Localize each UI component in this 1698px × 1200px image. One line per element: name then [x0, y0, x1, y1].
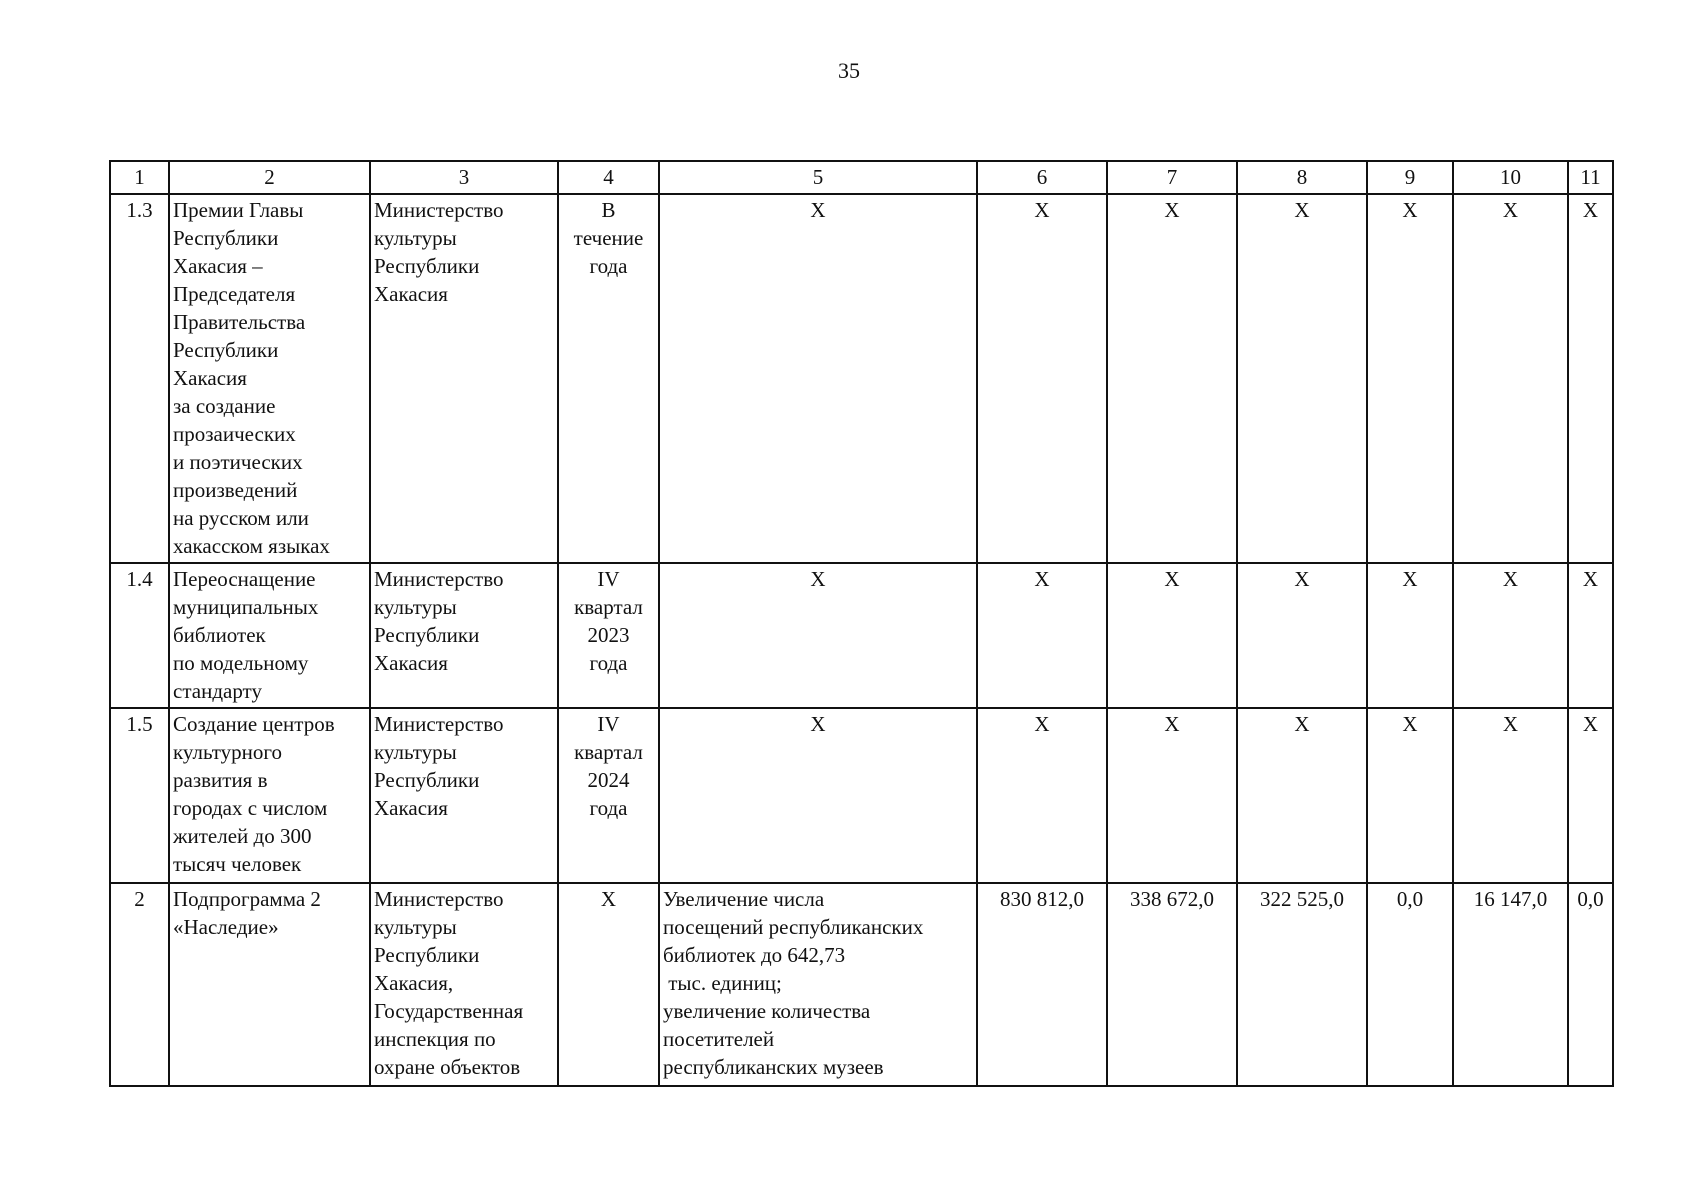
text-line: В — [601, 198, 616, 222]
expected-result — [659, 883, 977, 1086]
text-line: квартал — [574, 595, 643, 619]
text-line: Министерство — [374, 887, 504, 911]
text-line: культуры — [374, 740, 457, 764]
cell-col-7: X — [1107, 563, 1237, 708]
cell-col-9: X — [1367, 708, 1453, 883]
text-line: культуры — [374, 595, 457, 619]
executor — [370, 194, 558, 563]
col-header-6: 6 — [977, 161, 1107, 194]
cell-col-7: X — [1107, 194, 1237, 563]
text-line: Государственная — [374, 999, 524, 1023]
text-line: Хакасия — [374, 796, 448, 820]
row-number: 2 — [110, 883, 169, 1086]
cell-col-11: X — [1568, 708, 1613, 883]
text-line: IV — [597, 712, 620, 736]
text-line: Создание центров — [173, 712, 335, 736]
text-line: Республики — [173, 226, 279, 250]
col-header-2: 2 — [169, 161, 370, 194]
text-line: хакасском языках — [173, 534, 330, 558]
text-line: инспекция по — [374, 1027, 496, 1051]
cell-col-6: X — [977, 563, 1107, 708]
text-line: на русском или — [173, 506, 309, 530]
col-header-7: 7 — [1107, 161, 1237, 194]
cell-col-9: 0,0 — [1367, 883, 1453, 1086]
text-line: течение — [573, 226, 644, 250]
expected-result — [659, 563, 977, 708]
text-line: жителей до 300 — [173, 824, 312, 848]
text-line: Республики — [374, 254, 480, 278]
page-number: 35 — [838, 58, 860, 83]
table-row — [110, 194, 1613, 563]
text-line: года — [589, 796, 628, 820]
text-line: Хакасия – — [173, 254, 263, 278]
text-line: 2024 — [587, 768, 630, 792]
cell-col-6: X — [977, 194, 1107, 563]
text-line: «Наследие» — [173, 915, 279, 939]
col-header-5: 5 — [659, 161, 977, 194]
text-line: IV — [597, 567, 620, 591]
cell-col-9: X — [1367, 563, 1453, 708]
text-line: года — [589, 254, 628, 278]
text-line: библиотек до 642,73 — [663, 943, 846, 967]
executor — [370, 708, 558, 883]
cell-col-11: X — [1568, 563, 1613, 708]
col-header-1: 1 — [110, 161, 169, 194]
row-number: 1.3 — [110, 194, 169, 563]
text-line: X — [810, 712, 826, 736]
cell-col-8: X — [1237, 563, 1367, 708]
text-line: квартал — [574, 740, 643, 764]
text-line: охране объектов — [374, 1055, 521, 1079]
cell-col-7: X — [1107, 708, 1237, 883]
text-line: Хакасия, — [374, 971, 454, 995]
cell-col-10: 16 147,0 — [1453, 883, 1568, 1086]
text-line: Увеличение числа — [663, 887, 825, 911]
col-header-9: 9 — [1367, 161, 1453, 194]
text-line: Министерство — [374, 712, 504, 736]
term — [558, 563, 659, 708]
text-line: произведений — [173, 478, 298, 502]
event-name — [169, 708, 370, 883]
row-number: 1.4 — [110, 563, 169, 708]
text-line: республиканских музеев — [663, 1055, 884, 1079]
col-header-8: 8 — [1237, 161, 1367, 194]
text-line: культуры — [374, 226, 457, 250]
text-line: стандарту — [173, 679, 262, 703]
text-line: увеличение количества — [663, 999, 871, 1023]
cell-col-8: X — [1237, 194, 1367, 563]
text-line: тыс. единиц; — [663, 971, 782, 995]
cell-col-6: X — [977, 708, 1107, 883]
text-line: Хакасия — [374, 651, 448, 675]
cell-col-10: X — [1453, 708, 1568, 883]
program-table — [109, 160, 1614, 1087]
cell-col-6: 830 812,0 — [977, 883, 1107, 1086]
text-line: Переоснащение — [173, 567, 316, 591]
event-name — [169, 883, 370, 1086]
text-line: развития в — [173, 768, 268, 792]
col-header-3: 3 — [370, 161, 558, 194]
term — [558, 708, 659, 883]
expected-result — [659, 194, 977, 563]
text-line: 2023 — [587, 623, 630, 647]
text-line: Республики — [374, 623, 480, 647]
expected-result — [659, 708, 977, 883]
text-line: посетителей — [663, 1027, 775, 1051]
text-line: Хакасия — [173, 366, 247, 390]
text-line: и поэтических — [173, 450, 303, 474]
table-row — [110, 708, 1613, 883]
text-line: культурного — [173, 740, 282, 764]
col-header-10: 10 — [1453, 161, 1568, 194]
text-line: за создание — [173, 394, 276, 418]
text-line: X — [600, 887, 617, 911]
table-row — [110, 883, 1613, 1086]
text-line: года — [589, 651, 628, 675]
column-number-row — [110, 161, 1613, 194]
term — [558, 883, 659, 1086]
cell-col-11: X — [1568, 194, 1613, 563]
text-line: Хакасия — [374, 282, 448, 306]
text-line: Министерство — [374, 198, 504, 222]
col-header-11: 11 — [1568, 161, 1613, 194]
text-line: Подпрограмма 2 — [173, 887, 321, 911]
event-name — [169, 563, 370, 708]
text-line: X — [810, 198, 826, 222]
cell-col-11: 0,0 — [1568, 883, 1613, 1086]
table-row — [110, 563, 1613, 708]
text-line: Министерство — [374, 567, 504, 591]
text-line: Республики — [374, 768, 480, 792]
text-line: по модельному — [173, 651, 309, 675]
text-line: Председателя — [173, 282, 296, 306]
executor — [370, 563, 558, 708]
text-line: тысяч человек — [173, 852, 302, 876]
text-line: посещений республиканских — [663, 915, 924, 939]
text-line: Премии Главы — [173, 198, 304, 222]
term — [558, 194, 659, 563]
text-line: Республики — [374, 943, 480, 967]
row-number: 1.5 — [110, 708, 169, 883]
text-line: культуры — [374, 915, 457, 939]
text-line: Правительства — [173, 310, 306, 334]
event-name — [169, 194, 370, 563]
col-header-4: 4 — [558, 161, 659, 194]
text-line: Республики — [173, 338, 279, 362]
cell-col-9: X — [1367, 194, 1453, 563]
text-line: библиотек — [173, 623, 266, 647]
cell-col-10: X — [1453, 194, 1568, 563]
text-line: муниципальных — [173, 595, 319, 619]
text-line: X — [810, 567, 826, 591]
cell-col-8: 322 525,0 — [1237, 883, 1367, 1086]
text-line: прозаических — [173, 422, 296, 446]
cell-col-10: X — [1453, 563, 1568, 708]
cell-col-8: X — [1237, 708, 1367, 883]
text-line: городах с числом — [173, 796, 328, 820]
cell-col-7: 338 672,0 — [1107, 883, 1237, 1086]
executor — [370, 883, 558, 1086]
